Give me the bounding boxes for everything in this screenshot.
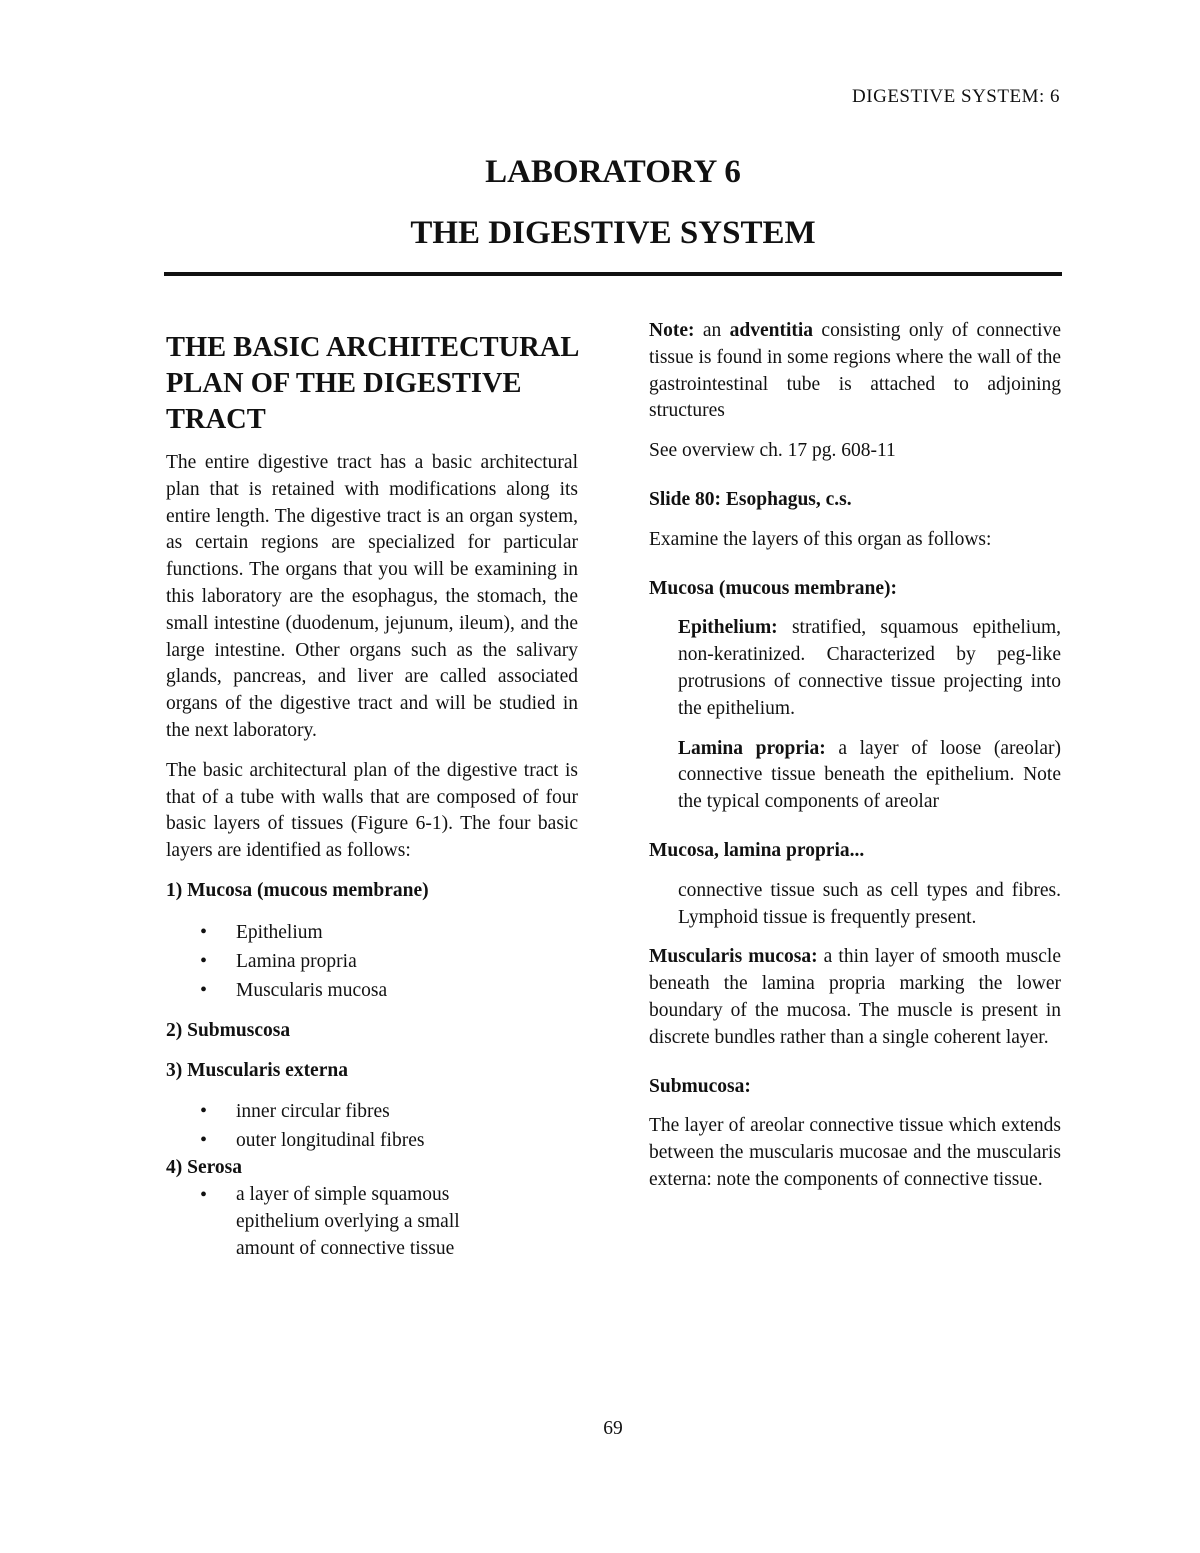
list-item: • Epithelium bbox=[166, 918, 578, 947]
adventitia-term: adventitia bbox=[729, 320, 814, 341]
serosa-list bbox=[166, 1182, 496, 1262]
epithelium-paragraph: Epithelium: stratified, squamous epithelium, non-keratinized. Characterized by peg-like protrusions of connective tissue projecting into the epithelium. bbox=[678, 617, 1061, 719]
lamina-propria-continued: connective tissue such as cell types and fibres. Lymphoid tissue is frequently present. bbox=[678, 879, 1061, 928]
page-number: 69 bbox=[603, 1418, 623, 1439]
list-item: • a layer of simple squamous epithelium overlying a small amount of connective tissue bbox=[166, 1182, 496, 1262]
mucosa-heading: Mucosa (mucous membrane): bbox=[649, 577, 898, 599]
slide-heading: Slide 80: Esophagus, c.s. bbox=[649, 488, 852, 510]
examine-paragraph: Examine the layers of this organ as follows: bbox=[649, 528, 992, 550]
note-paragraph: Note: an adventitia consisting only of connective tissue is found in some regions where the wall of the gastrointestinal tube is attached to adjoining structures bbox=[649, 320, 1062, 422]
section-heading: THE BASIC ARCHITECTURAL PLAN OF THE DIGESTIVE TRACT bbox=[166, 332, 578, 435]
list-item: • Lamina propria bbox=[166, 947, 578, 976]
submucosa-heading: Submucosa: bbox=[649, 1075, 751, 1097]
intro-paragraph: The entire digestive tract has a basic architectural plan that is retained with modifications along its entire length. The digestive tract is an organ system, as certain regions are specialized for particular functions. The organs that you will be examining in this laboratory are the esophagus, the stomach, the small intestine (duodenum, jejunum, ileum), and the large intestine. Other organs such as the salivary glands, pancreas, and liver are called associated organs of the digestive tract and will be studied in the next laboratory. bbox=[166, 452, 578, 741]
left-column bbox=[166, 318, 578, 1263]
layer-heading-serosa: 4) Serosa bbox=[166, 1157, 243, 1179]
right-column bbox=[649, 318, 1061, 1194]
muscularis-list bbox=[166, 1097, 578, 1155]
submucosa-paragraph: The layer of areolar connective tissue which extends between the muscularis mucosae and the muscularis externa: note the components of connective tissue. bbox=[649, 1115, 1061, 1190]
chapter-title: THE DIGESTIVE SYSTEM bbox=[410, 215, 816, 251]
layer-heading-muscularis-externa: 3) Muscularis externa bbox=[166, 1059, 348, 1081]
note-label: Note: bbox=[649, 320, 695, 341]
mucosa-lamina-propria-heading: Mucosa, lamina propria... bbox=[649, 839, 865, 861]
layers-paragraph: The basic architectural plan of the digestive tract is that of a tube with walls that are composed of four basic layers of tissues (Figure 6-1). The four basic layers are identified as follows: bbox=[166, 759, 578, 862]
running-header: DIGESTIVE SYSTEM: 6 bbox=[852, 86, 1060, 107]
mucosa-list bbox=[166, 918, 578, 1005]
layer-heading-mucosa: 1) Mucosa (mucous membrane) bbox=[166, 879, 429, 901]
list-item: • Muscularis mucosa bbox=[166, 976, 578, 1005]
title-rule bbox=[164, 272, 1062, 276]
lab-title: LABORATORY 6 bbox=[485, 154, 741, 190]
layer-heading-submucosa: 2) Submuscosa bbox=[166, 1019, 291, 1041]
list-item: • inner circular fibres bbox=[166, 1097, 578, 1126]
muscularis-mucosa-paragraph: Muscularis mucosa: a thin layer of smooth muscle beneath the lamina propria marking the lower boundary of the mucosa. The muscle is present in discrete bundles rather than a single coherent layer. bbox=[649, 946, 1061, 1048]
list-item: • outer longitudinal fibres bbox=[166, 1126, 578, 1155]
lamina-propria-paragraph: Lamina propria: a layer of loose (areolar) connective tissue beneath the epithelium. Note the typical components of areolar bbox=[678, 737, 1061, 813]
see-overview: See overview ch. 17 pg. 608-11 bbox=[649, 440, 896, 462]
